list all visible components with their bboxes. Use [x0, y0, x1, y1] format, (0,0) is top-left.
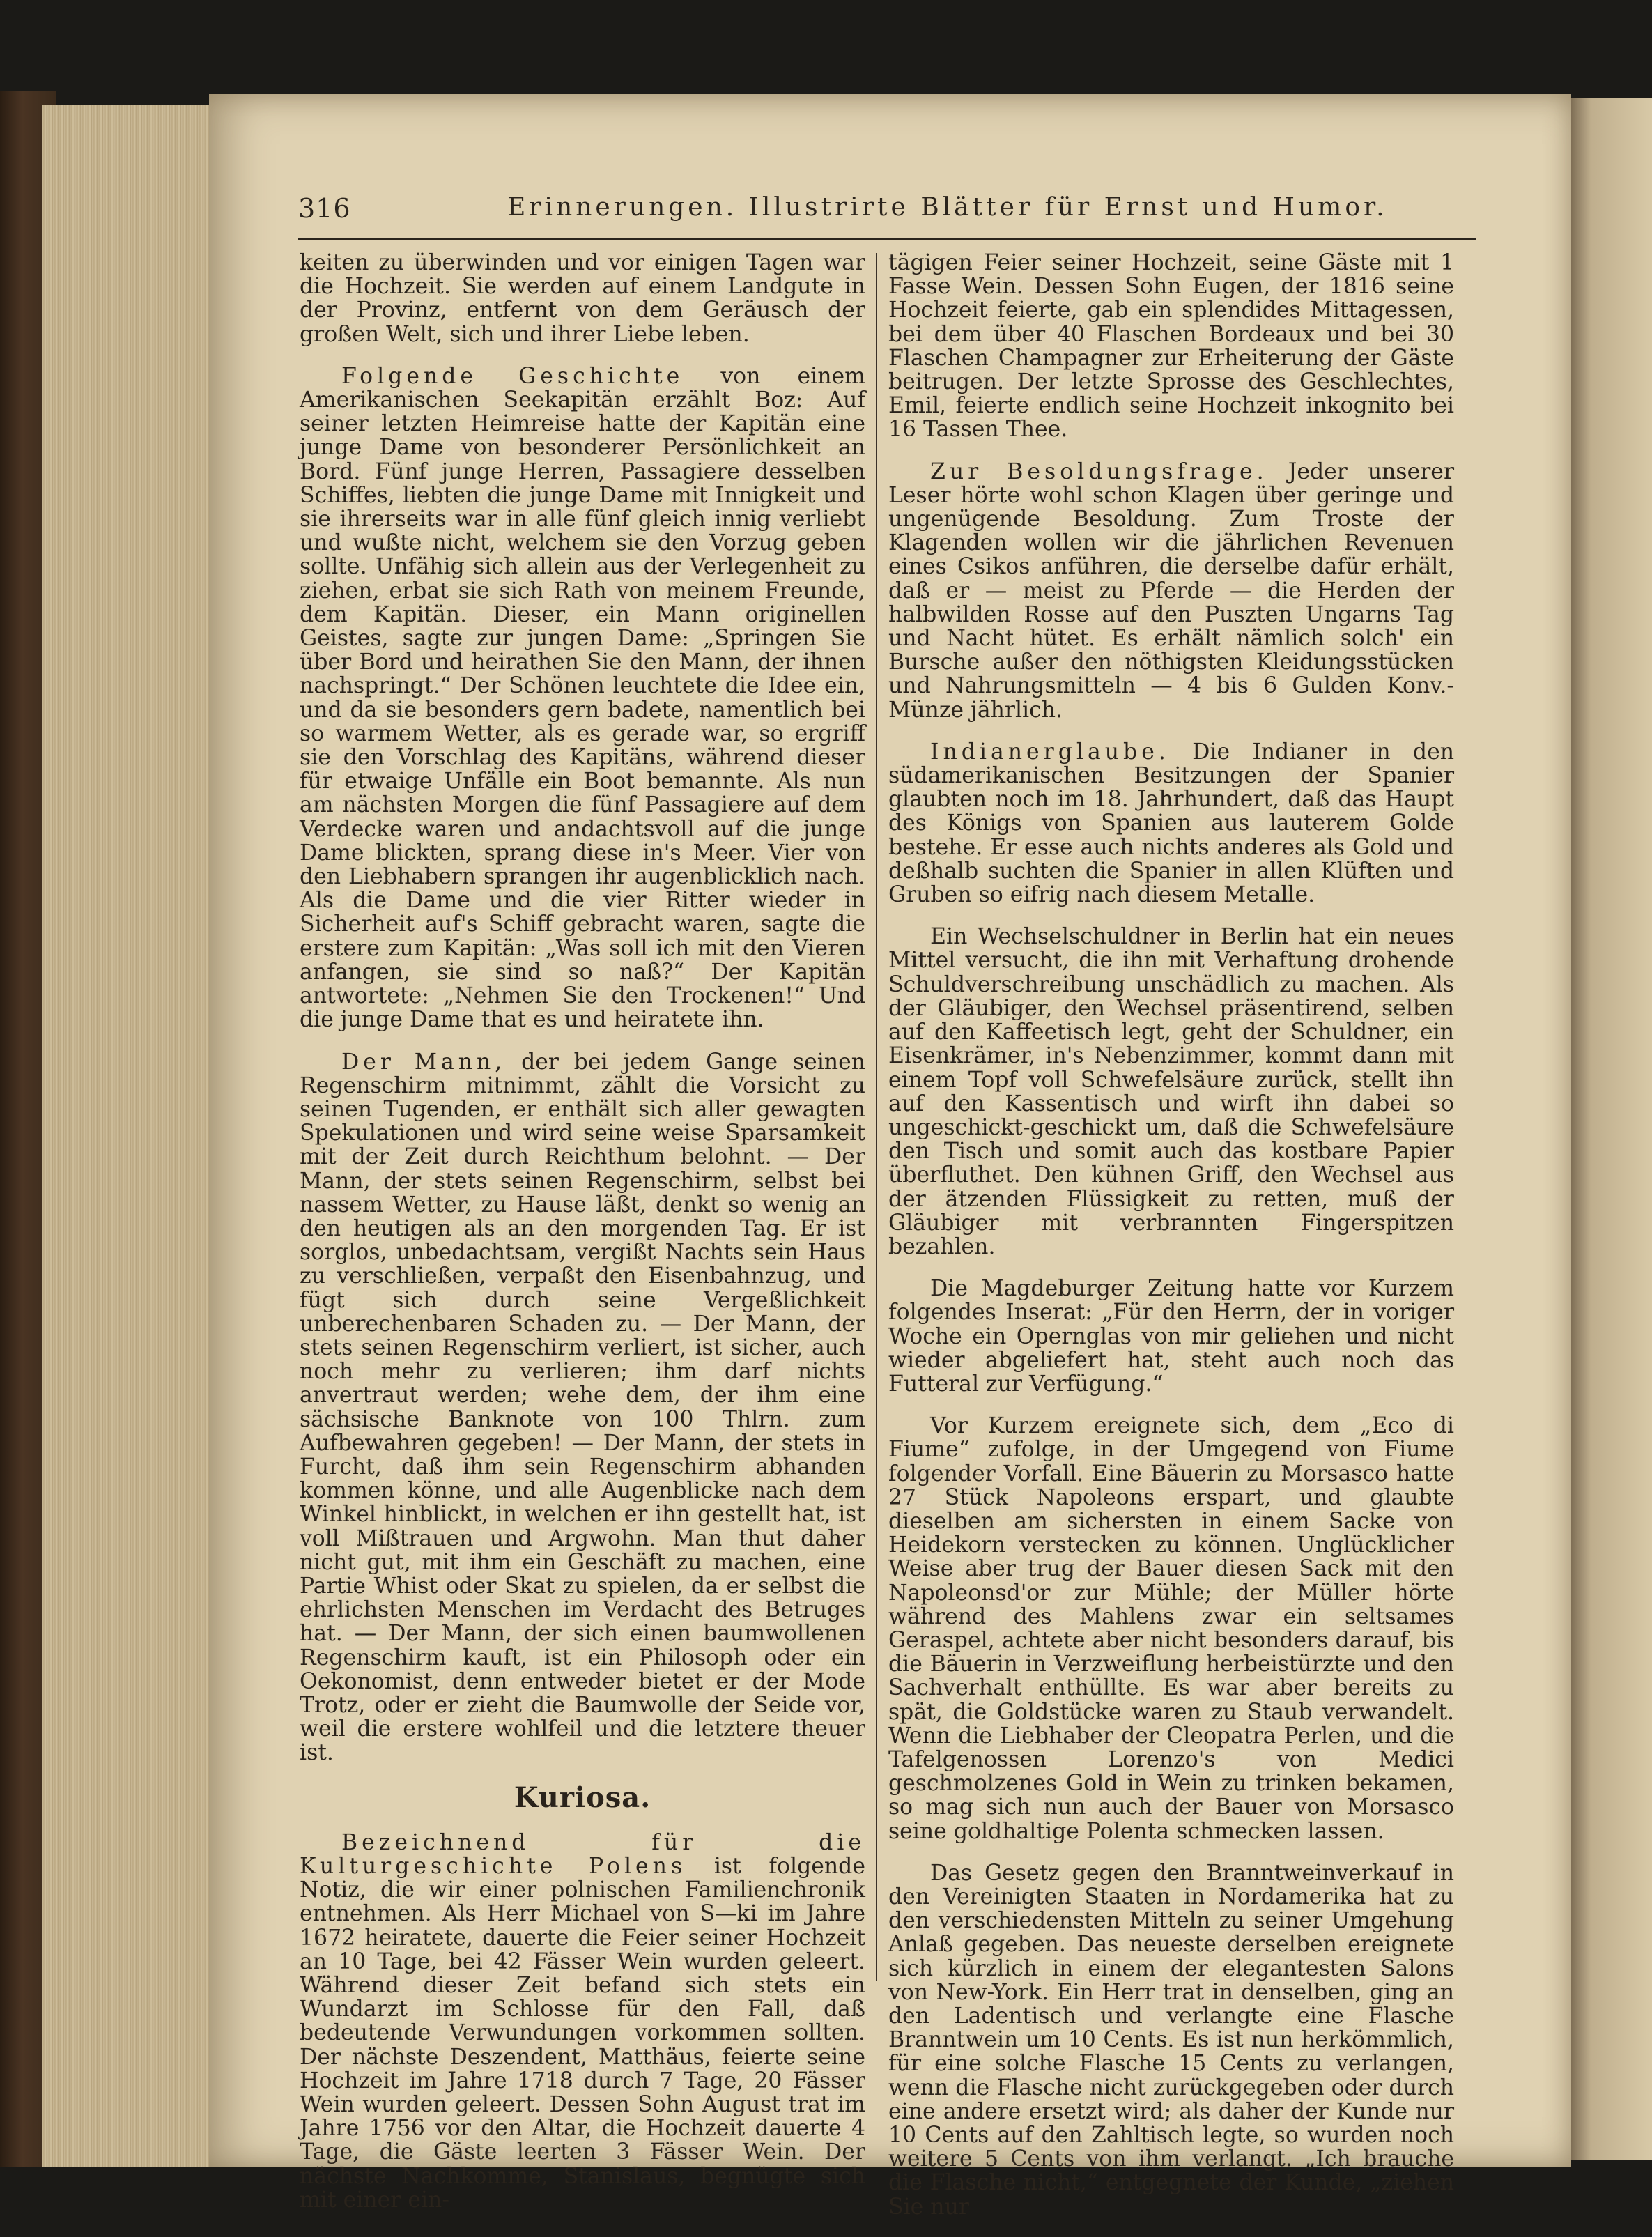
- paragraph: [300, 1050, 865, 1765]
- paragraph-body: ist folgende Notiz, die wir einer polnischen Familienchronik entnehmen. Als Herr Michael von S—ki im Jahre 1672 heiratete, dauerte die Feier seiner Hochzeit an 10 Tage, bei 42 Fässer Wein wurden geleert. Während dieser Zeit befand sich stets ein Wundarzt im Schlosse für den Fall, daß bedeutende Verwundungen vorkommen sollten. Der nächste Deszendent, Matthäus, feierte seine Hochzeit im Jahre 1718 durch 7 Tage, 20 Fässer Wein wurden geleert. Dessen Sohn August trat im Jahre 1756 vor den Altar, die Hochzeit dauerte 4 Tage, die Gäste leerten 3 Fässer Wein. Der nächste Nachkomme, Stanislaus, begnügte sich mit einer ein-: [300, 1854, 865, 2213]
- book-page: [209, 94, 1571, 2220]
- paragraph-body: von einem Amerikanischen Seekapitän erzählt Boz: Auf seiner letzten Heimreise hatte der Kapitän eine junge Dame von besonderer Persönlichkeit an Bord. Fünf junge Herren, Passagiere desselben Schiffes, liebten die junge Dame mit Innigkeit und sie ihrerseits war in alle fünf gleich innig verliebt und wußte nicht, welchem sie den Vorzug geben sollte. Unfähig sich allein aus der Verlegenheit zu ziehen, erbat sie sich Rath von meinem Freunde, dem Kapitän. Dieser, ein Mann originellen Geistes, sagte zur jungen Dame: „Springen Sie über Bord und heirathen Sie den Mann, der ihnen nachspringt.“ Der Schönen leuchtete die Idee ein, und da sie besonders gern badete, namentlich bei so warmem Wetter, als es gerade war, so ergriff sie den Vorschlag des Kapitäns, während dieser für etwaige Unfälle ein Boot bemannte. Als nun am nächsten Morgen die fünf Passagiere auf dem Verdecke waren und andachtsvoll auf die junge Dame blickten, sprang diese in's Meer. Vier von den Liebhabern sprangen ihr augenblicklich nach. Als die Dame und die vier Ritter wieder in Sicherheit auf's Schiff gebracht waren, sagte die erstere zum Kapitän: „Was soll ich mit den Vieren anfangen, sie sind so naß?“ Der Kapitän antwortete: „Nehmen Sie den Trockenen!“ Und die junge Dame that es und heiratete ihn.: [300, 363, 865, 1033]
- paragraph-body: in den Vereinigten Staaten in Nordamerika hat zu den verschiedensten Mitteln zu seiner Umgehung Anlaß gegeben. Das neueste derselben ereignete sich kürzlich in einem der elegantesten Salons von New-York. Ein Herr trat in denselben, ging an den Ladentisch und verlangte eine Flasche Branntwein um 10 Cents. Es ist nun herkömmlich, für eine solche Flasche 15 Cents zu verlangen, wenn die Flasche nicht zurückgegeben oder durch eine andere ersetzt wird; als daher der Kunde nur 10 Cents auf den Zahltisch legte, so wurden noch weitere 5 Cents von ihm verlangt. „Ich brauche die Flasche nicht,“ entgegnete der Kunde, „ziehen Sie nur: [888, 1860, 1455, 2220]
- paragraph-lead: Indianerglaube.: [930, 739, 1170, 764]
- paragraph-body: Die Indianer in den südamerikanischen Besitzungen der Spanier glaubten noch im 18. Jahrhundert, daß das Haupt des Königs von Spanien aus lauterem Golde bestehe. Er esse auch nichts anderes als Gold und deßhalb suchten die Spanier in allen Klüften und Gruben so eifrig nach diesem Metalle.: [888, 739, 1454, 908]
- column-divider: [876, 253, 877, 1981]
- paragraph: [888, 460, 1454, 722]
- paragraph: Die Magdeburger Zeitung hatte vor Kurzem folgendes Inserat: „Für den Herrn, der in voriger Woche ein Opernglas von mir geliehen und nicht wieder abgeliefert hat, steht auch noch das Futteral zur Verfügung.“: [888, 1276, 1454, 1397]
- paragraph-lead: Ein Wechselschuldner in Berlin: [930, 924, 1289, 950]
- paragraph-lead: Bezeichnend für die Kulturgeschichte Polens: [300, 1829, 865, 1879]
- paragraph: tägigen Feier seiner Hochzeit, seine Gäste mit 1 Fasse Wein. Dessen Sohn Eugen, der 1816 seine Hochzeit feierte, gab ein splendides Mittagessen, bei dem über 40 Flaschen Bordeaux und bei 30 Flaschen Champagner zur Erheiterung der Gäste beitrugen. Der letzte Sprosse des Geschlechtes, Emil, feierte endlich seine Hochzeit inkognito bei 16 Tassen Thee.: [888, 250, 1454, 443]
- paragraph: Vor Kurzem ereignete sich, dem „Eco di Fiume“ zufolge, in der Umgegend von Fiume folgender Vorfall. Eine Bäuerin zu Morsasco hatte 27 Stück Napoleons erspart, und glaubte dieselben am sichersten in einem Sacke von Heidekorn verstecken zu können. Unglücklicher Weise aber trug der Bauer diesen Sack mit den Napoleonsd'or zur Mühle; der Müller hörte während des Mahlens zwar ein seltsames Geraspel, achtete aber nicht besonders darauf, bis die Bäuerin in Verzweiflung herbeistürzte und den Sachverhalt enthüllte. Es war aber bereits zu spät, die Goldstücke waren zu Staub verwandelt. Wenn die Liebhaber der Cleopatra Perlen, und die Tafelgenossen Lorenzo's von Medici geschmolzenes Gold in Wein zu trinken bekamen, so mag sich nun auch der Bauer von Morsasco seine goldhaltige Polenta schmecken lassen.: [888, 1413, 1454, 1844]
- paragraph: [888, 1861, 1454, 2219]
- paragraph-lead: Zur Besoldungsfrage.: [930, 459, 1268, 484]
- paragraph-body: hat ein neues Mittel versucht, die ihn mit Verhaftung drohende Schuldverschreibung unschädlich zu machen. Als der Gläubiger, den Wechsel präsentirend, selben auf den Kaffeetisch legt, geht der Schuldner, ein Eisenkrämer, in's Nebenzimmer, kommt dann mit einem Topf voll Schwefelsäure zurück, stellt ihn auf den Kassentisch und wirft ihn dabei so ungeschickt-geschickt um, daß die Schwefelsäure den Tisch und somit auch das kostbare Papier überfluthet. Den kühnen Griff, den Wechsel aus der ätzenden Flüssigkeit zu retten, muß der Gläubiger mit verbrannten Fingerspitzen bezahlen.: [888, 924, 1454, 1259]
- paragraph-lead: Der Mann,: [341, 1049, 507, 1075]
- running-title: Erinnerungen. Illustrirte Blätter für Ernst und Humor.: [507, 193, 1388, 222]
- section-heading: Kuriosa.: [514, 1781, 651, 1814]
- paragraph: [888, 925, 1454, 1259]
- paragraph: [300, 1831, 865, 2212]
- facing-page-edge: [1565, 98, 1652, 2160]
- paragraph: [888, 740, 1454, 907]
- paragraph-body: Jeder unserer Leser hörte wohl schon Klagen über geringe und ungenügende Besoldung. Zum Troste der Klagenden wollen wir die jährlichen Revenuen eines Csikos anführen, die derselbe dafür erhält, daß er — meist zu Pferde — die Herden der halbwilden Rosse auf den Puszten Ungarns Tag und Nacht hütet. Es erhält nämlich solch' ein Bursche außer den nöthigsten Kleidungsstücken und Nahrungsmitteln — 4 bis 6 Gulden Konv.-Münze jährlich.: [888, 459, 1454, 723]
- left-column: [300, 251, 865, 2230]
- paragraph-lead: Folgende Geschichte: [341, 363, 684, 389]
- paragraph-body: der bei jedem Gange seinen Regenschirm mitnimmt, zählt die Vorsicht zu seinen Tugenden, er enthält sich aller gewagten Spekulationen und wird seine weise Sparsamkeit mit der Zeit durch Reichthum belohnt. — Der Mann, der stets seinen Regenschirm, selbst bei nassem Wetter, zu Hause läßt, denkt so wenig an den heutigen als an den morgenden Tag. Er ist sorglos, unbedachtsam, vergißt Nachts sein Haus zu verschließen, verpaßt den Eisenbahnzug, und fügt sich durch seine Vergeßlichkeit unberechenbaren Schaden zu. — Der Mann, der stets seinen Regenschirm verliert, ist sicher, auch noch mehr zu verlieren; ihm darf nichts anvertraut werden; wehe dem, der ihm eine sächsische Banknote von 100 Thlrn. zum Aufbewahren gegeben! — Der Mann, der stets in Furcht, daß ihm sein Regenschirm abhanden kommen könne, und alle Augenblicke nach dem Winkel hinblickt, in welchen er ihn gestellt hat, ist voll Mißtrauen und Argwohn. Man thut daher nicht gut, mit ihm ein Geschäft zu machen, eine Partie Whist oder Skat zu spielen, da er selbst die ehrlichsten Menschen im Verdacht des Betruges hat. — Der Mann, der sich einen baumwollenen Regenschirm kauft, ist ein Philosoph oder ein Oekonomist, denn entweder bietet er der Mode Trotz, oder er zieht die Baumwolle der Seide vor, weil die erstere wohlfeil und die letztere theuer ist.: [300, 1049, 866, 1766]
- page-header: [298, 189, 1476, 240]
- paragraph-lead: Das Gesetz gegen den Branntweinverkauf: [930, 1860, 1421, 1886]
- paragraph: [300, 364, 865, 1032]
- paragraph: keiten zu überwinden und vor einigen Tagen war die Hochzeit. Sie werden auf einem Landgute in der Provinz, entfernt von dem Geräusch der großen Welt, sich und ihrer Liebe leben.: [300, 250, 865, 347]
- page-number: 316: [298, 193, 351, 224]
- right-column: [888, 251, 1454, 2237]
- page-edges: [42, 105, 216, 2167]
